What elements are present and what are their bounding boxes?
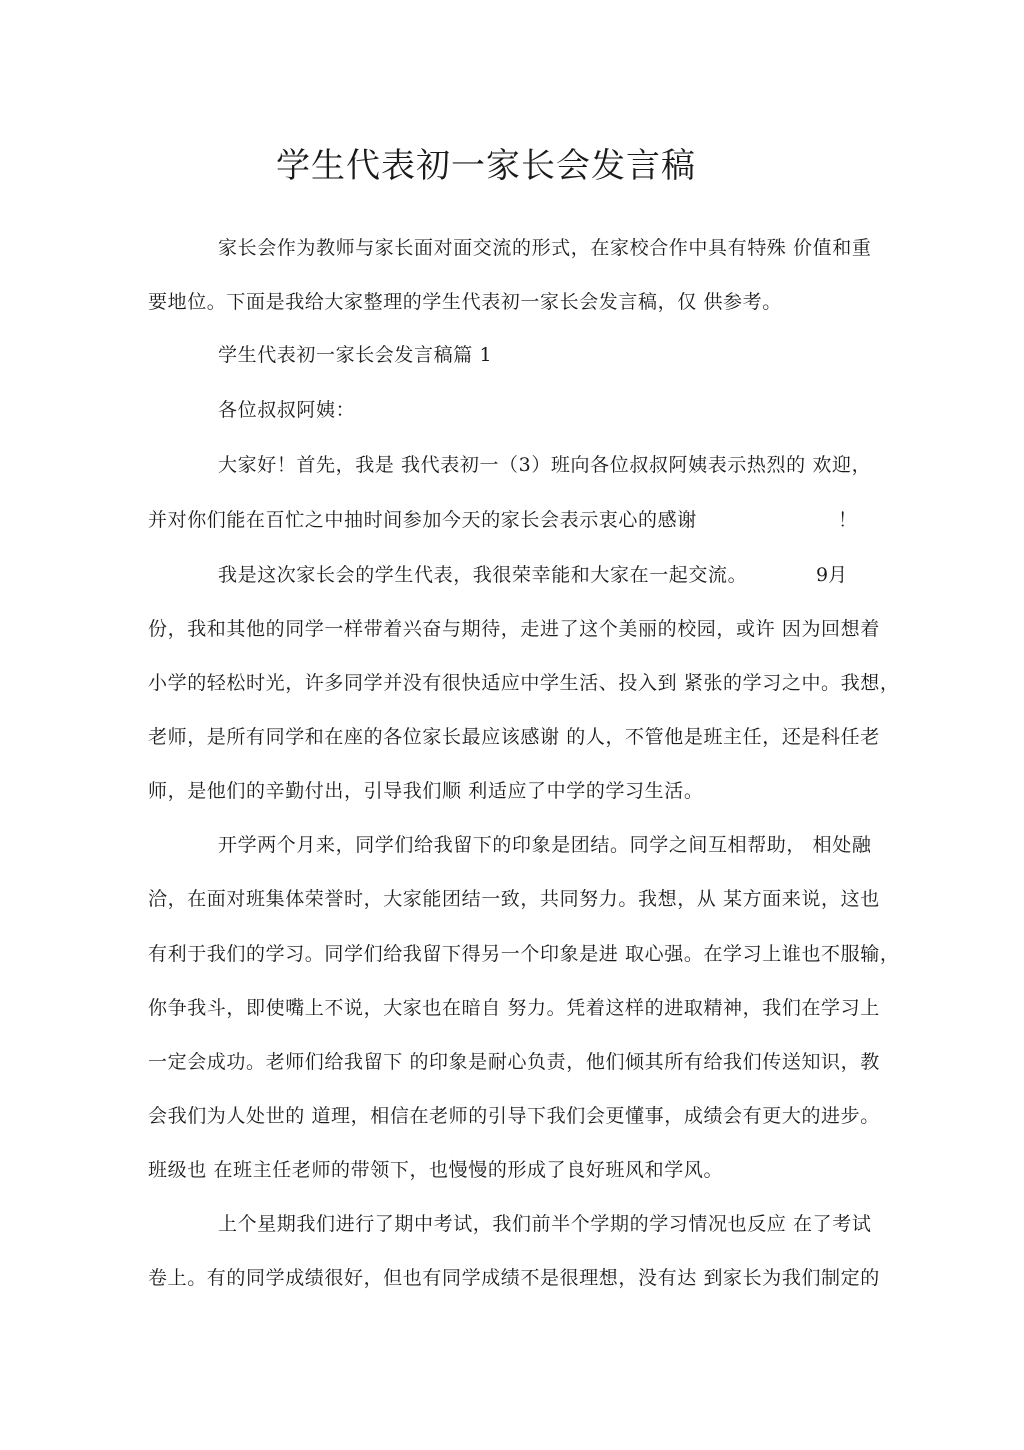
paragraph-line: 班级也 在班主任老师的带领下，也慢慢的形成了良好班风和学风。: [148, 1159, 724, 1181]
paragraph-line: 上个星期我们进行了期中考试，我们前半个学期的学习情况也反应 在了考试: [218, 1213, 872, 1235]
paragraph-line: 我是这次家长会的学生代表，我很荣幸能和大家在一起交流。: [218, 564, 748, 586]
paragraph-line: 份，我和其他的同学一样带着兴奋与期待，走进了这个美丽的校园，或许 因为回想着: [148, 618, 880, 640]
paragraph-line-end: ！: [838, 509, 858, 531]
paragraph-line: 要地位。下面是我给大家整理的学生代表初一家长会发言稿，仅 供参考。: [148, 291, 782, 313]
section-heading: 学生代表初一家长会发言稿篇 1: [218, 344, 493, 366]
salutation: 各位叔叔阿姨：: [218, 399, 356, 421]
document-title: 学生代表初一家长会发言稿: [276, 146, 696, 186]
paragraph-line: 一定会成功。老师们给我留下 的印象是耐心负责，他们倾其所有给我们传送知识，教: [148, 1051, 880, 1073]
paragraph-line-end: 9月: [816, 564, 848, 586]
paragraph-line: 卷上。有的同学成绩很好，但也有同学成绩不是很理想，没有达 到家长为我们制定的: [148, 1267, 880, 1289]
paragraph-line: 师，是他们的辛勤付出，引导我们顺 利适应了中学的学习生活。: [148, 780, 704, 802]
paragraph-line: 老师，是所有同学和在座的各位家长最应该感谢 的人，不管他是班主任，还是科任老: [148, 726, 880, 748]
paragraph-line: 大家好！首先，我是 我代表初一（3）班向各位叔叔阿姨表示热烈的 欢迎，: [218, 454, 872, 476]
paragraph-line: 家长会作为教师与家长面对面交流的形式，在家校合作中具有特殊 价值和重: [218, 237, 872, 259]
paragraph-line: 并对你们能在百忙之中抽时间参加今天的家长会表示衷心的感谢: [148, 509, 697, 531]
paragraph-line: 小学的轻松时光，许多同学并没有很快适应中学生活、投入到 紧张的学习之中。我想，: [148, 672, 900, 694]
paragraph-line: 你争我斗，即使嘴上不说，大家也在暗自 努力。凭着这样的进取精神，我们在学习上: [148, 997, 880, 1019]
paragraph-line: 会我们为人处世的 道理，相信在老师的引导下我们会更懂事，成绩会有更大的进步。: [148, 1105, 880, 1127]
paragraph-line: 洽，在面对班集体荣誉时，大家能团结一致，共同努力。我想，从 某方面来说，这也: [148, 888, 880, 910]
paragraph-line: 开学两个月来，同学们给我留下的印象是团结。同学之间互相帮助， 相处融: [218, 834, 872, 856]
paragraph-line: 有利于我们的学习。同学们给我留下得另一个印象是进 取心强。在学习上谁也不服输，: [148, 943, 900, 965]
